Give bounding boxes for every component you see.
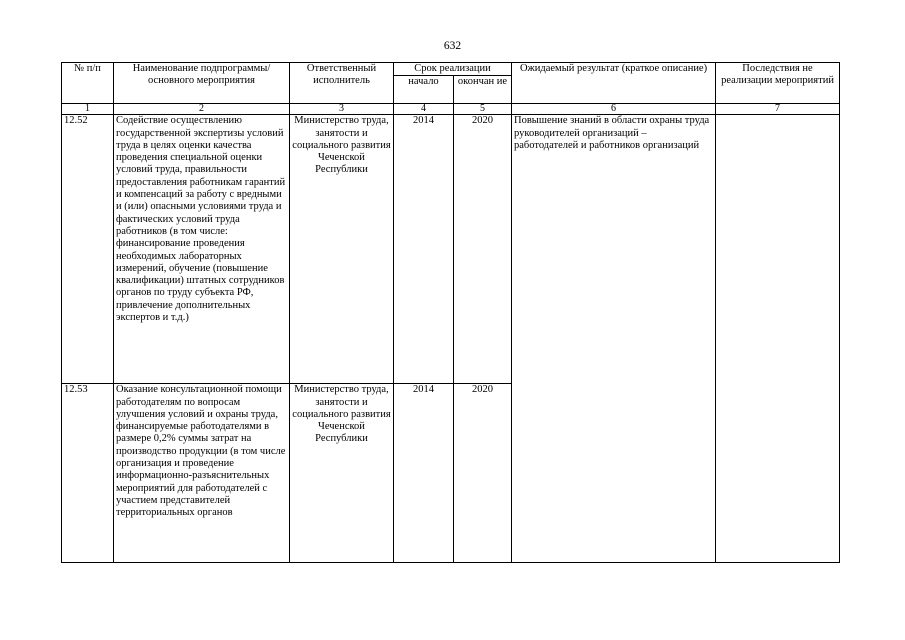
header-period: Срок реализации <box>394 63 512 76</box>
end-year: 2020 <box>454 115 512 384</box>
header-name: Наименование подпрограммы/ основного мероприятия <box>114 63 290 104</box>
end-year: 2020 <box>454 384 512 563</box>
column-number: 3 <box>290 104 394 115</box>
column-number: 7 <box>716 104 840 115</box>
start-year: 2014 <box>394 115 454 384</box>
consequences <box>716 115 840 563</box>
activity-name: Содействие осуществлению государственной экспертизы условий труда в целях оценки качества проведения специальной оценки условий труда, правильности предоставления работникам гарантий и компенсаций за работу с вредными и (или) опасными условиями труда и фактических условий труда работников (в том числе: финансирование проведения необходимых лабораторных измерений, обучение (повышение квалификации) штатных сотрудников органов по труду субъекта РФ, привлечение дополнительных экспертов и т.д.) <box>114 115 290 384</box>
header-start: начало <box>394 76 454 104</box>
header-num: № п/п <box>62 63 114 104</box>
page-number: 632 <box>443 40 462 52</box>
column-number: 6 <box>512 104 716 115</box>
executor: Министерство труда, занятости и социального развития Чеченской Республики <box>290 115 394 384</box>
table-row <box>62 115 840 384</box>
header-end: окончан ие <box>454 76 512 104</box>
header-consequences: Последствия не реализации мероприятий <box>716 63 840 104</box>
activities-table <box>61 62 840 563</box>
column-number: 4 <box>394 104 454 115</box>
row-number: 12.53 <box>62 384 114 563</box>
start-year: 2014 <box>394 384 454 563</box>
activity-name: Оказание консультационной помощи работодателям по вопросам улучшения условий и охраны труда, финансируемые работодателями в размере 0,2% суммы затрат на производство продукции (в том числе организация и проведение информационно-разъяснительных мероприятий для работодателей с участием представителей территориальных органов <box>114 384 290 563</box>
header-executor: Ответственный исполнитель <box>290 63 394 104</box>
header-result: Ожидаемый результат (краткое описание) <box>512 63 716 104</box>
column-number: 2 <box>114 104 290 115</box>
column-number: 5 <box>454 104 512 115</box>
executor: Министерство труда, занятости и социального развития Чеченской Республики <box>290 384 394 563</box>
expected-result: Повышение знаний в области охраны труда руководителей организаций – работодателей и работников организаций <box>512 115 716 563</box>
column-number-row <box>62 104 840 115</box>
column-number: 1 <box>62 104 114 115</box>
row-number: 12.52 <box>62 115 114 384</box>
